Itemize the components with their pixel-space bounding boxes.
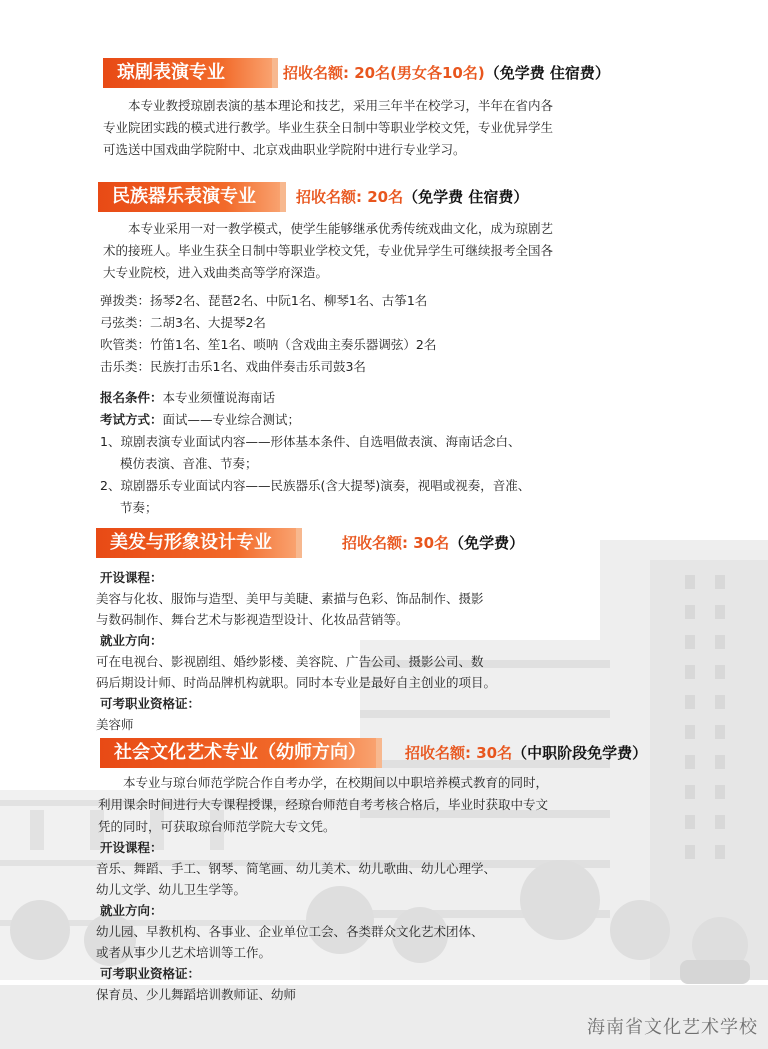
section-title-ribbon: 社会文化艺术专业（幼师方向） xyxy=(100,738,376,768)
course-list: 音乐、舞蹈、手工、钢琴、简笔画、幼儿美术、幼儿歌曲、幼儿心理学、 xyxy=(96,861,497,876)
certificate-label: 可考职业资格证： xyxy=(100,696,201,711)
exam-item-1-cont: 模仿表演、音准、节奏； xyxy=(120,456,258,471)
exam-method xyxy=(100,409,300,431)
enrollment-quota xyxy=(296,186,528,207)
quota-text: 招收名额: 20名(男女各10名) xyxy=(283,64,485,82)
job-list: 幼儿园、早教机构、各事业、企业单位工会、各类群众文化艺术团体、 xyxy=(96,924,484,939)
section-header-folk-music xyxy=(98,182,658,212)
exam-item-1: 1、琼剧表演专业面试内容——形体基本条件、自选唱做表演、海南话念白、 xyxy=(100,434,521,449)
section-title-ribbon: 民族器乐表演专业 xyxy=(98,182,280,212)
section-description: 本专业采用一对一教学模式，使学生能够继承优秀传统戏曲文化，成为琼剧艺术的接班人。毕业生获全日制中等职业学校文凭，专业优异学生可继续报考全国各大专业院校，进入戏曲类高等学府深造。 xyxy=(103,221,554,280)
job-list: 可在电视台、影视剧组、婚纱影楼、美容院、广告公司、摄影公司、数 xyxy=(96,654,484,669)
section-description: 本专业教授琼剧表演的基本理论和技艺，采用三年半在校学习，半年在省内各专业院团实践的模式进行教学。毕业生获全日制中等职业学校文凭，专业优异学生可选送中国戏曲学院附中、北京戏曲职业学院附中进行专业学习。 xyxy=(103,98,554,157)
quota-text: 招收名额: 30名 xyxy=(342,534,450,552)
job-label: 就业方向： xyxy=(100,903,163,918)
instrument-line: 击乐类：民族打击乐1名、戏曲伴奏击乐司鼓3名 xyxy=(100,359,366,374)
enrollment-quota xyxy=(283,62,610,83)
job-list-cont: 码后期设计师、时尚品牌机构就职。同时本专业是最好自主创业的项目。 xyxy=(96,675,497,690)
course-label: 开设课程： xyxy=(100,840,163,855)
section-header-qiongju xyxy=(103,58,663,88)
instrument-line: 弓弦类：二胡3名、大提琴2名 xyxy=(100,315,266,330)
exam-text: 面试——专业综合测试； xyxy=(162,412,301,427)
job-list-cont: 或者从事少儿艺术培训等工作。 xyxy=(96,945,272,960)
section-header-beauty-design xyxy=(96,528,656,558)
requirement-text: 本专业须懂说海南话 xyxy=(162,390,276,405)
certificate-text: 美容师 xyxy=(96,717,134,732)
quota-text: 招收名额: 20名 xyxy=(296,188,404,206)
enrollment-quota xyxy=(405,742,647,763)
quota-note: （免学费） xyxy=(449,534,525,552)
certificate-label: 可考职业资格证： xyxy=(100,966,201,981)
section-header-social-culture xyxy=(100,738,680,768)
exam-item-2-cont: 节奏； xyxy=(120,500,158,515)
course-list-cont: 幼儿文学、幼儿卫生学等。 xyxy=(96,882,247,897)
course-list: 美容与化妆、服饰与造型、美甲与美睫、素描与色彩、饰品制作、摄影 xyxy=(96,591,484,606)
course-label: 开设课程： xyxy=(100,570,163,585)
quota-note: （免学费 住宿费） xyxy=(484,64,610,82)
requirement-label: 报名条件： xyxy=(100,390,163,405)
exam-label: 考试方式： xyxy=(100,412,163,427)
section-description: 本专业与琼台师范学院合作自考办学，在校期间以中职培养模式教育的同时，利用课余时间进行大专课程授课，经琼台师范自考考核合格后，毕业时获取中专文凭的同时，可获取琼台师范学院大专文凭。 xyxy=(98,775,549,834)
enrollment-quota xyxy=(342,532,524,553)
instrument-line: 弹拨类：扬琴2名、琵琶2名、中阮1名、柳琴1名、古筝1名 xyxy=(100,293,428,308)
course-list-cont: 与数码制作、舞台艺术与影视造型设计、化妆品营销等。 xyxy=(96,612,409,627)
exam-item-2: 2、琼剧器乐专业面试内容——民族器乐(含大提琴)演奏，视唱或视奏，音准、 xyxy=(100,478,531,493)
certificate-text: 保育员、少儿舞蹈培训教师证、幼师 xyxy=(96,987,297,1002)
quota-text: 招收名额: 30名 xyxy=(405,744,513,762)
section-title-ribbon: 美发与形象设计专业 xyxy=(96,528,296,558)
job-label: 就业方向： xyxy=(100,633,163,648)
quota-note: （免学费 住宿费） xyxy=(403,188,529,206)
school-watermark: 海南省文化艺术学校 xyxy=(587,1017,758,1038)
quota-note: （中职阶段免学费） xyxy=(512,744,648,762)
instrument-line: 吹管类：竹笛1名、笙1名、唢呐（含戏曲主奏乐器调弦）2名 xyxy=(100,337,437,352)
section-title-ribbon: 琼剧表演专业 xyxy=(103,58,272,88)
registration-requirement xyxy=(100,387,275,409)
